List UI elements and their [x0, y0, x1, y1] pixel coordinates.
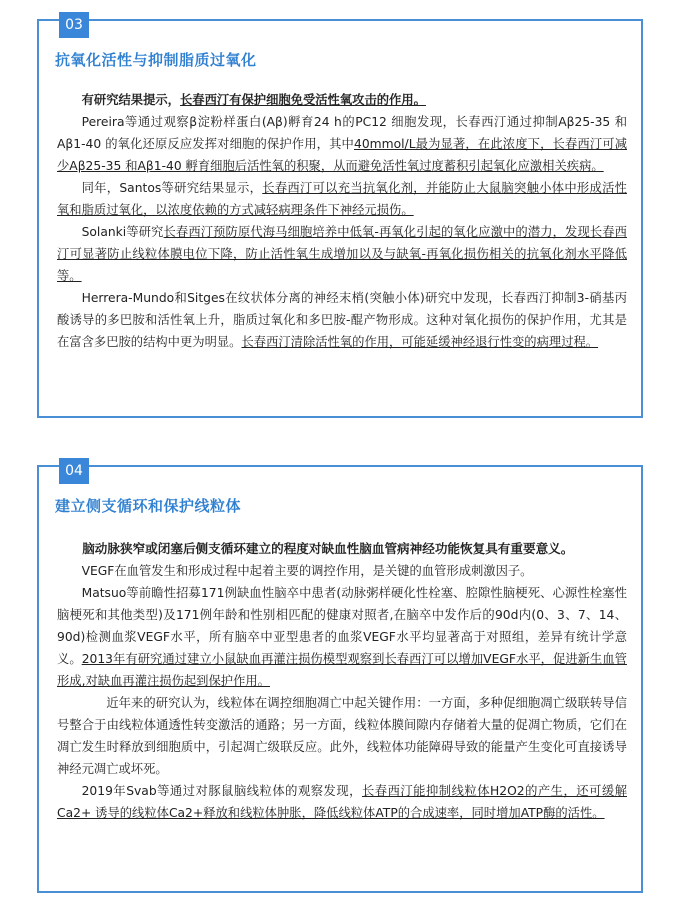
underlined-text: 长春西汀清除活性氧的作用，可能延缓神经退行性变的病理过程。 [241, 335, 599, 349]
section-title: 建立侧支循环和保护线粒体 [55, 497, 242, 515]
text-segment: 脑动脉狭窄或闭塞后侧支循环建立的程度对缺血性脑血管病神经功能恢复具有重要意义。 [82, 541, 574, 556]
text-segment: VEGF在血管发生和形成过程中起着主要的调控作用，是关键的血管形成刺激因子。 [81, 564, 533, 578]
text-segment: 同年，Santos等研究结果显示， [81, 181, 263, 195]
body-paragraph [57, 221, 627, 287]
underlined-text: 2013年有研究通过建立小鼠缺血再灌注损伤模型观察到长春西汀可以增加VEGF水平，促进新生血管形成,对缺血再灌注损伤起到保护作用。 [57, 652, 627, 688]
section-card-03 [37, 19, 643, 418]
underlined-text: 长春西汀预防原代海马细胞培养中低氧-再氧化引起的氧化应激中的潜力，发现长春西汀可显著防止线粒体膜电位下降，防止活性氧生成增加以及与缺氧-再氧化损伤相关的抗氧化剂水平降低等。 [57, 225, 627, 283]
section-number-badge: 03 [59, 12, 89, 38]
section-number-badge: 04 [59, 458, 89, 484]
section-body [57, 538, 627, 824]
body-paragraph [57, 538, 627, 560]
text-segment: 有研究结果提示， [81, 93, 180, 107]
underlined-text: 40mmol/L最为显著，在此浓度下，长春西汀可减少Aβ25-35 和Aβ1-40 孵育细胞后活性氧的积聚，从而避免活性氧过度蓄积引起氧化应激相关疾病。 [57, 137, 627, 173]
body-paragraph [57, 582, 627, 692]
underlined-text: 长春西汀可以充当抗氧化剂，并能防止大鼠脑突触小体中形成活性氧和脂质过氧化，以浓度依赖的方式减轻病理条件下神经元损伤。 [57, 181, 627, 217]
section-body [57, 89, 627, 353]
underlined-text: 长春西汀有保护细胞免受活性氧攻击的作用。 [179, 93, 426, 107]
section-title: 抗氧化活性与抑制脂质过氧化 [55, 51, 257, 69]
text-segment: Solanki等研究 [81, 225, 164, 239]
body-paragraph [57, 560, 627, 582]
body-paragraph [57, 89, 627, 111]
underlined-text: 长春西汀能抑制线粒体H2O2的产生，还可缓解Ca2+ 诱导的线粒体Ca2+释放和线粒体肿胀，降低线粒体ATP的合成速率，同时增加ATP酶的活性。 [57, 784, 627, 820]
text-segment: Matsuo等前瞻性招募171例缺血性脑卒中患者(动脉粥样硬化性栓塞、腔隙性脑梗死、心源性栓塞性脑梗死和其他类型)及171例年龄和性别相匹配的健康对照者,在脑卒中发作后的90d内(0、3、7、14、90d)检测血浆VEGF水平，所有脑卒中亚型患者的血浆VEGF水平均显著高于对照组，差异有统计学意义。 [57, 586, 627, 666]
text-segment: 近年来的研究认为，线粒体在调控细胞凋亡中起关键作用：一方面，多种促细胞凋亡级联转导信号整合于由线粒体通透性转变激活的通路；另一方面，线粒体膜间隙内存储着大量的促凋亡物质，它们在凋亡发生时释放到细胞质中，引起凋亡级联反应。此外，线粒体功能障碍导致的能量产生变化可直接诱导神经元凋亡或坏死。 [57, 696, 627, 776]
body-paragraph [57, 111, 627, 177]
section-card-04 [37, 465, 643, 893]
text-segment: Pereira等通过观察β淀粉样蛋白(Aβ)孵育24 h的PC12 细胞发现，长春西汀通过抑制Aβ25-35 和Aβ1-40 的氧化还原反应发挥对细胞的保护作用，其中 [57, 115, 627, 151]
text-segment: Herrera-Mundo和Sitges在纹状体分离的神经末梢(突触小体)研究中发现，长春西汀抑制3-硝基丙酸诱导的多巴胺和活性氧上升，脂质过氧化和多巴胺-醌产物形成。这种对氧化损伤的保护作用，尤其是在富含多巴胺的结构中更为明显。 [57, 291, 627, 349]
body-paragraph [57, 692, 627, 780]
body-paragraph [57, 287, 627, 353]
text-segment: 2019年Svab等通过对豚鼠脑线粒体的观察发现， [81, 784, 362, 798]
body-paragraph [57, 177, 627, 221]
body-paragraph [57, 780, 627, 824]
